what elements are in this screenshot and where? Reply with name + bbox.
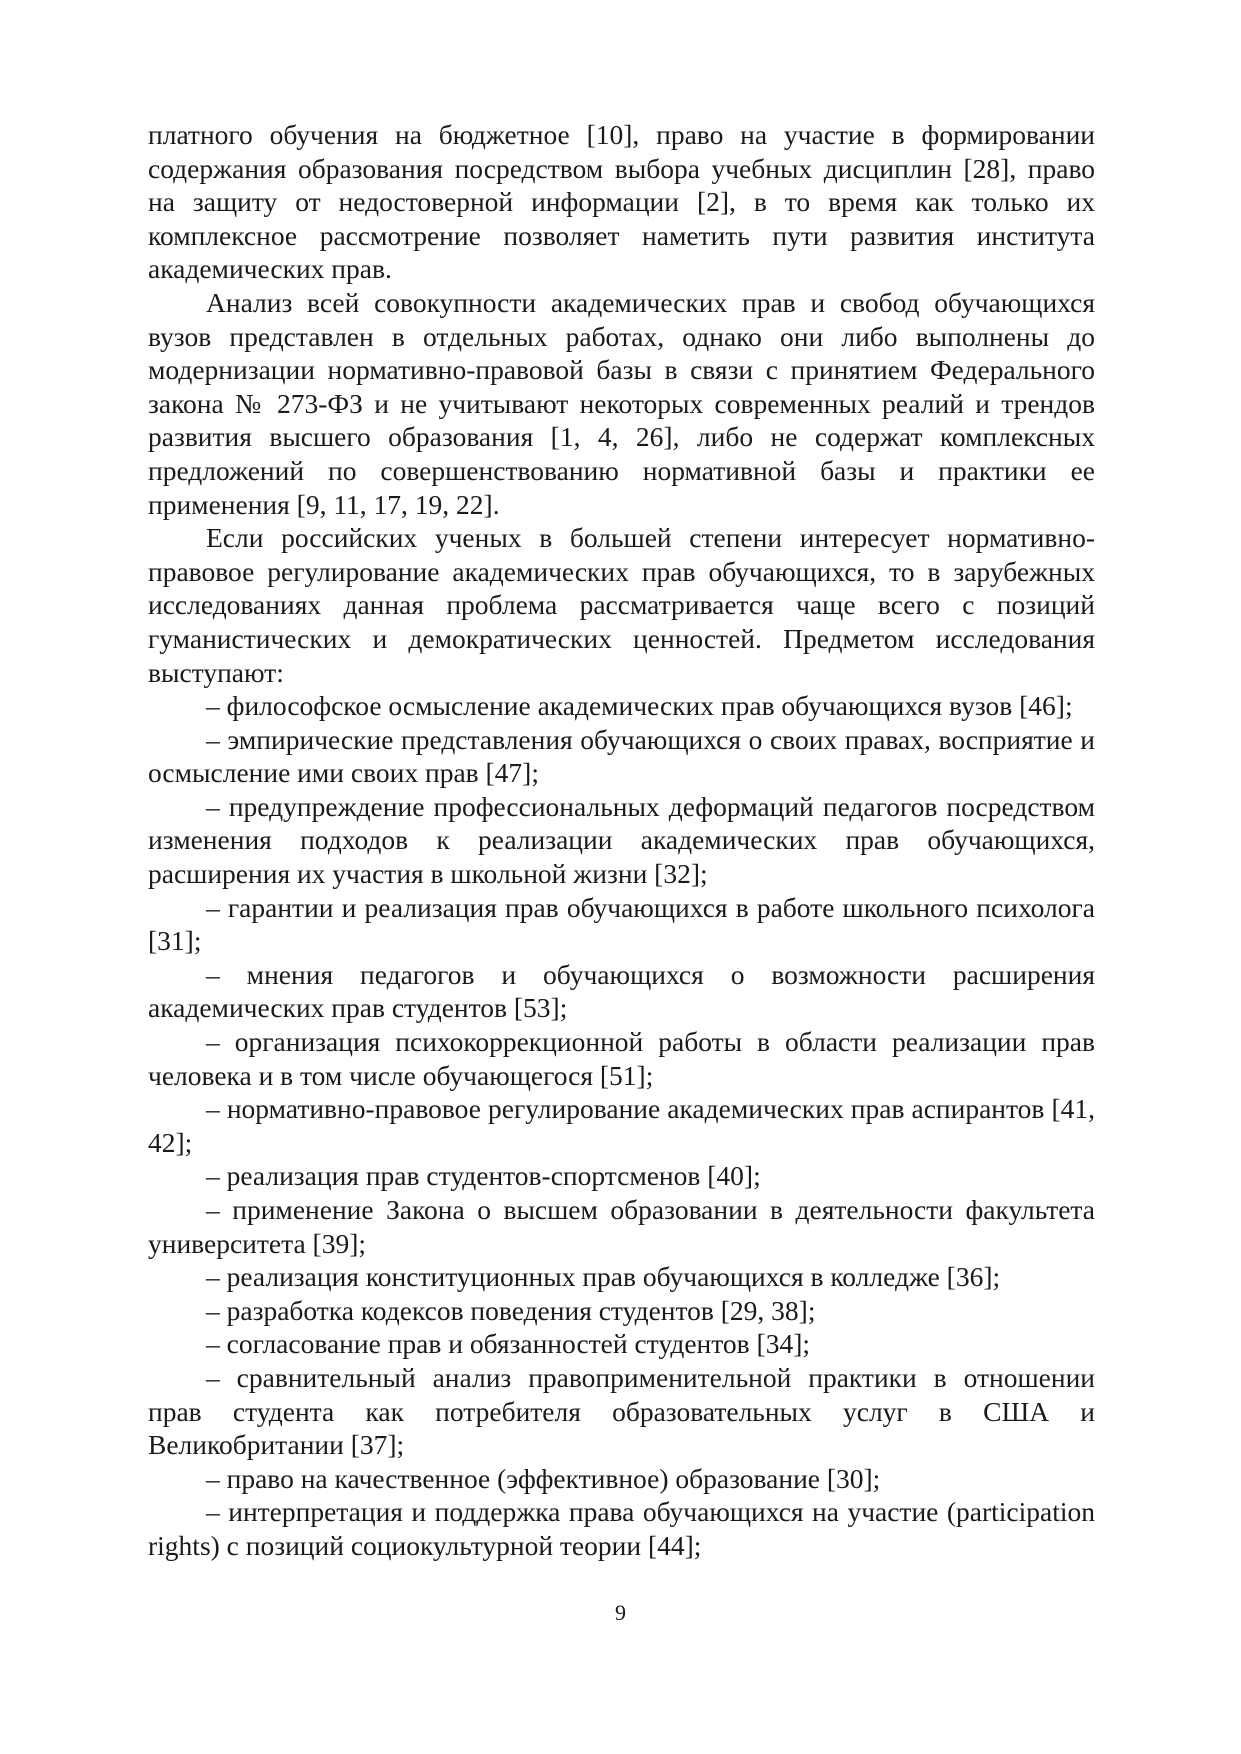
list-item: – интерпретация и поддержка права обучающихся на участие (participation rights) с позиций социокультурной теории [44]; bbox=[148, 1496, 1095, 1561]
list-item: – разработка кодексов поведения студентов [29, 38]; bbox=[206, 1294, 816, 1326]
page-number: 9 bbox=[615, 1600, 626, 1625]
list-item: – реализация конституционных прав обучающихся в колледже [36]; bbox=[206, 1261, 1001, 1293]
list-item: – эмпирические представления обучающихся о своих правах, восприятие и осмысление ими своих прав [47]; bbox=[148, 723, 1095, 789]
paragraph-analysis: Анализ всей совокупности академических прав и свобод обучающихся вузов представлен в отдельных работах, однако они либо выполнены до модернизации нормативно-правовой базы в связи с принятием Федерального закона № 273-ФЗ и не учитывают некоторых современных реалий и трендов развития высшего образования [1, 4, 26], либо не содержат комплексных предложений по совершенствованию нормативной базы и практики ее применения [9, 11, 17, 19, 22]. bbox=[148, 286, 1095, 520]
list-item: – мнения педагогов и обучающихся о возможности расширения академических прав студентов [53]; bbox=[148, 958, 1095, 1024]
list-item: – право на качественное (эффективное) образование [30]; bbox=[206, 1462, 881, 1494]
body-text bbox=[148, 118, 1095, 1563]
list-item: – предупреждение профессиональных деформаций педагогов посредством изменения подходов к реализации академических прав обучающихся, расширения их участия в школьной жизни [32]; bbox=[148, 790, 1095, 890]
list-item: – реализация прав студентов-спортсменов [40]; bbox=[206, 1160, 761, 1192]
paragraph-continuation: платного обучения на бюджетное [10], право на участие в формировании содержания образования посредством выбора учебных дисциплин [28], право на защиту от недостоверной информации [2], в то время как только их комплексное рассмотрение позволяет наметить пути развития института академических прав. bbox=[148, 119, 1095, 285]
list-item: – нормативно-правовое регулирование академических прав аспирантов [41, 42]; bbox=[148, 1093, 1095, 1158]
list-item: – организация психокоррекционной работы в области реализации прав человека и в том числе обучающегося [51]; bbox=[148, 1026, 1095, 1091]
list-item: – сравнительный анализ правоприменительной практики в отношении прав студента как потребителя образовательных услуг в США и Великобритании [37]; bbox=[148, 1361, 1095, 1461]
paragraph-foreign-research: Если российских ученых в большей степени интересует нормативно-правовое регулирование академических прав обучающихся, то в зарубежных исследованиях данная проблема рассматривается чаще всего с позиций гуманистических и демократических ценностей. Предметом исследования выступают: bbox=[148, 522, 1095, 688]
list-item: – согласование прав и обязанностей студентов [34]; bbox=[206, 1328, 810, 1360]
list-item: – гарантии и реализация прав обучающихся в работе школьного психолога [31]; bbox=[148, 891, 1095, 957]
list-item: – философское осмысление академических прав обучающихся вузов [46]; bbox=[206, 690, 1073, 722]
list-item: – применение Закона о высшем образовании в деятельности факультета университета [39]; bbox=[148, 1194, 1095, 1259]
